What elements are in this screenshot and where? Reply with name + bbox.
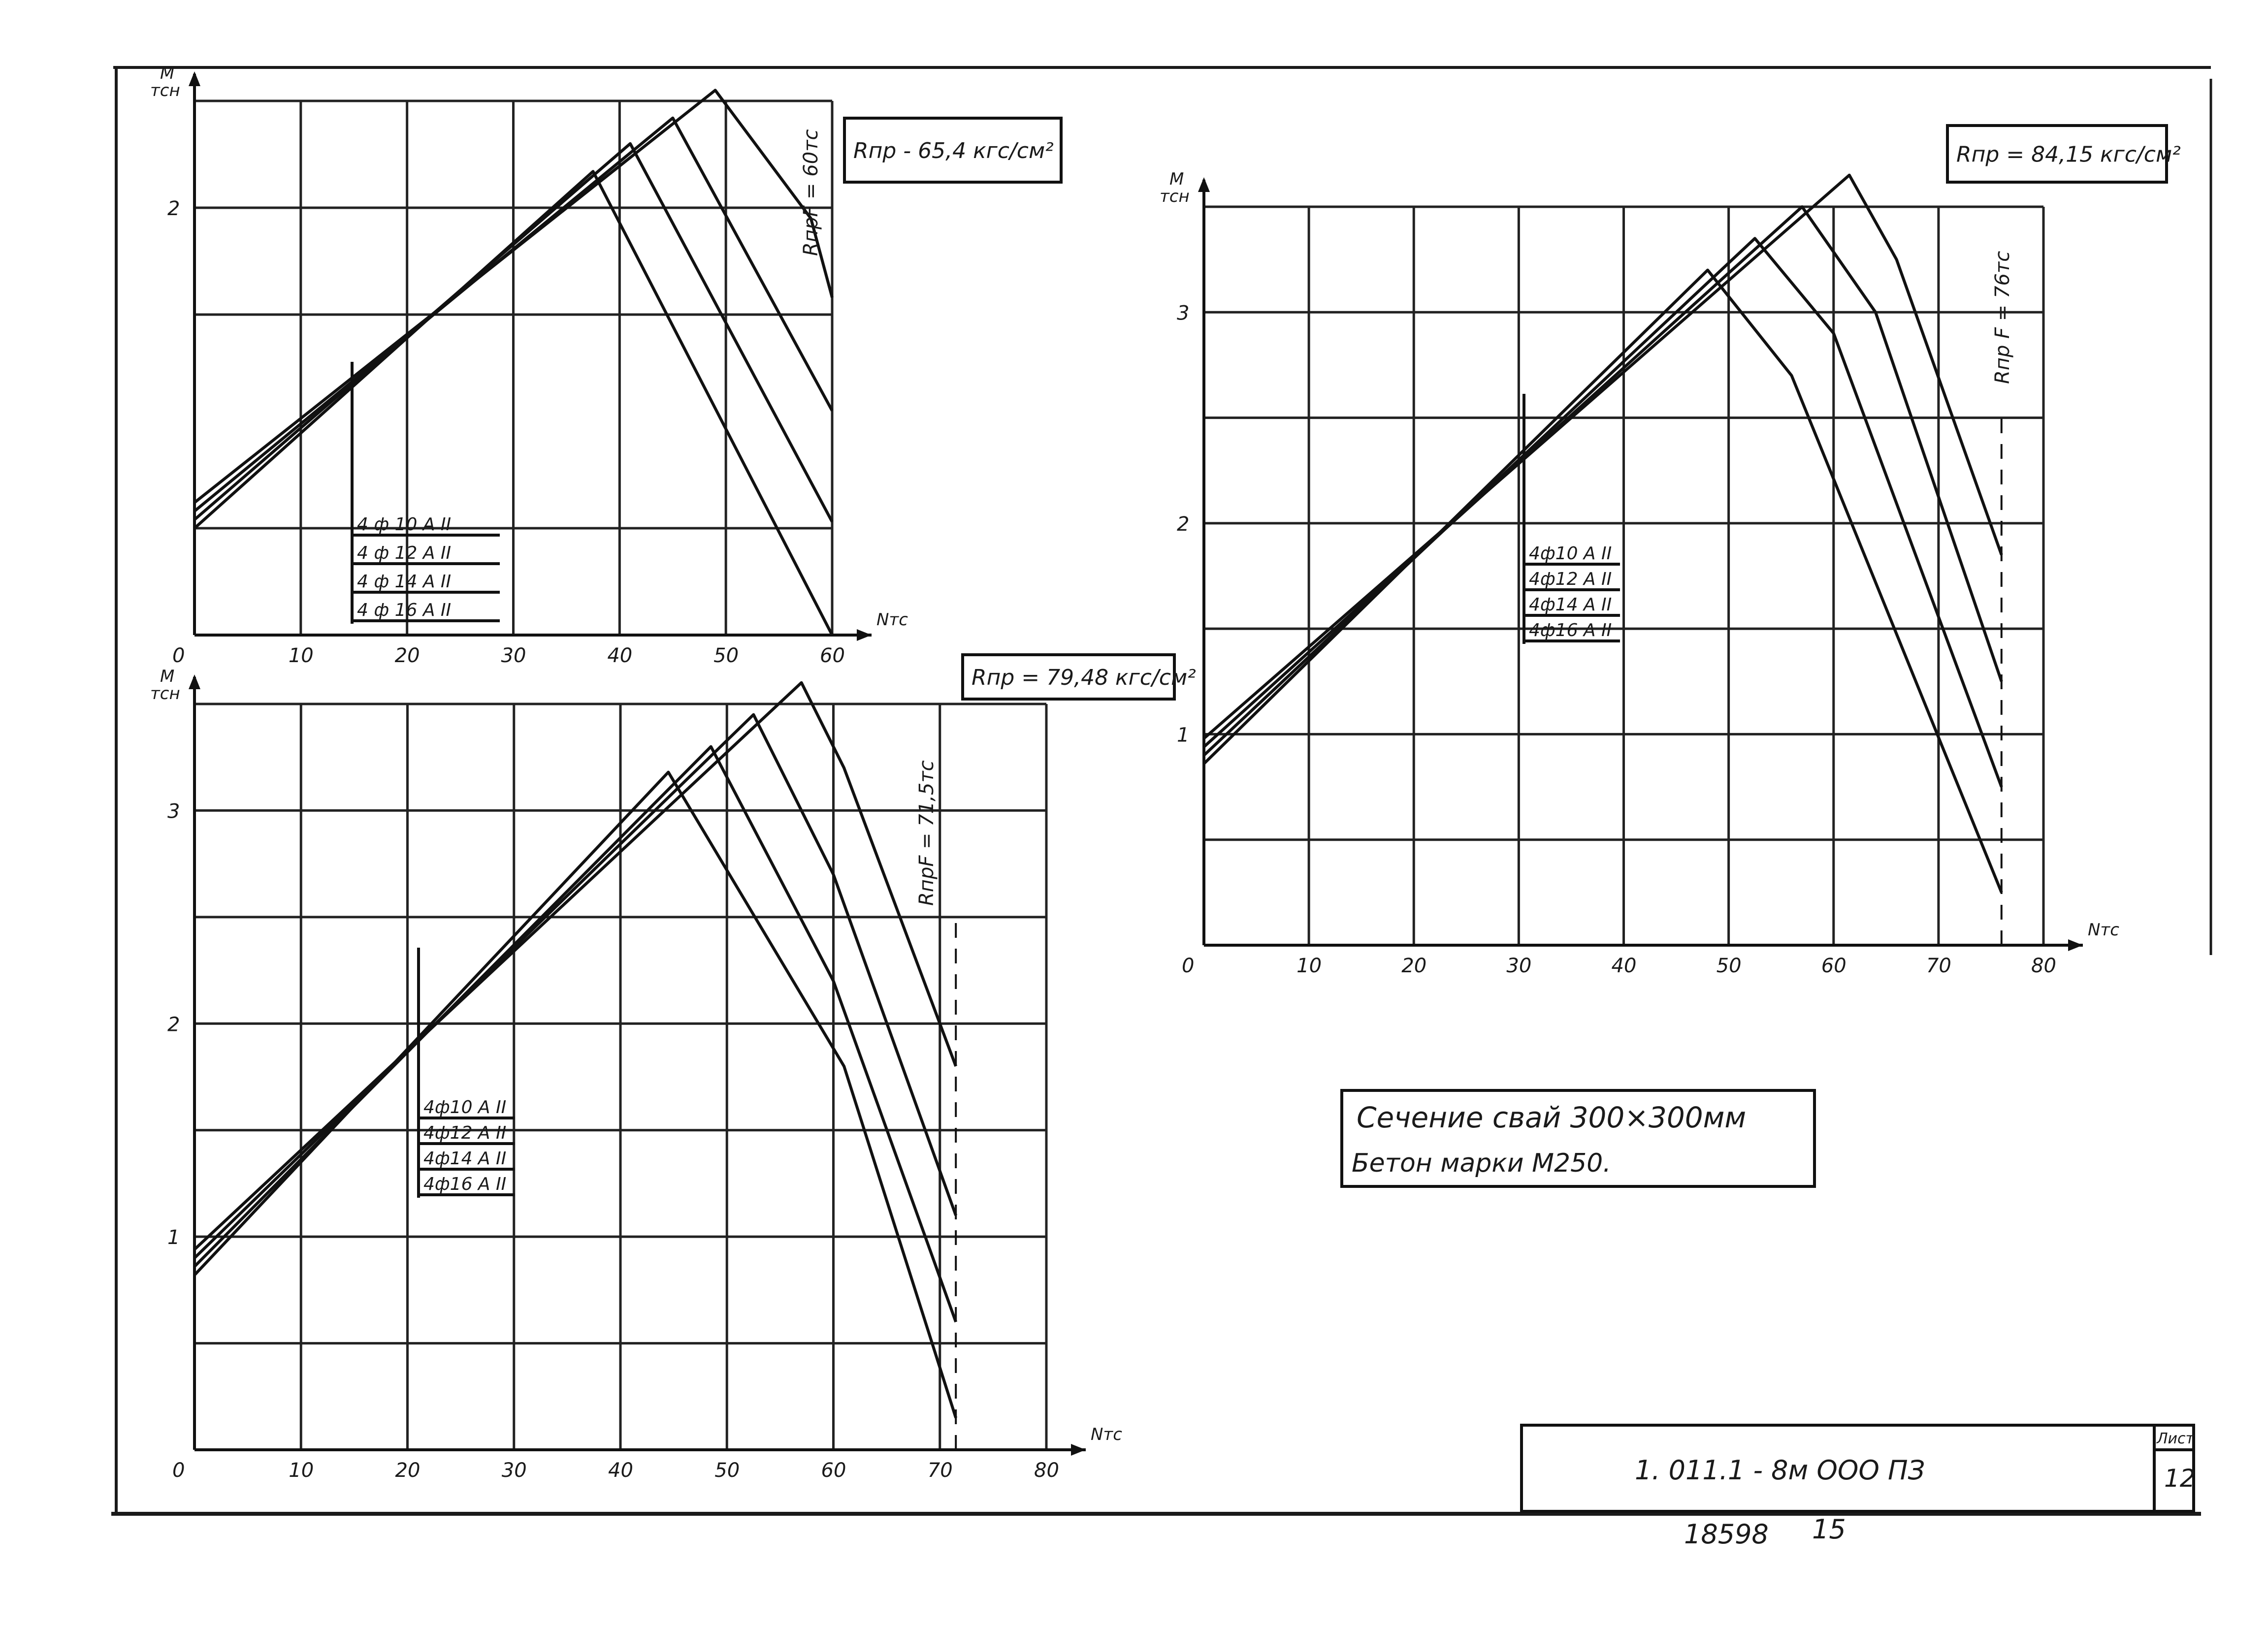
- x-axis-arrow: [1071, 1444, 1086, 1456]
- x-tick-label: 0: [1182, 955, 1195, 977]
- x-tick-label: 20: [394, 644, 420, 667]
- x-tick-label: 80: [1034, 1459, 1059, 1482]
- x-tick-label: 30: [501, 644, 526, 667]
- title-block-sheet-label: Лист: [2157, 1430, 2195, 1447]
- legend-entry: 4ф12 A II: [423, 1123, 507, 1143]
- x-axis-arrow: [857, 629, 872, 641]
- x-tick-label: 30: [1506, 955, 1532, 977]
- resistance-label: Rпр - 65,4 кгс/см²: [853, 138, 1054, 163]
- x-tick-label: 30: [501, 1459, 527, 1482]
- y-tick-label: 3: [1177, 302, 1190, 325]
- footer-page: 15: [1812, 1514, 1846, 1545]
- legend-entry: 4ф16 A II: [423, 1174, 507, 1194]
- y-axis-arrow: [189, 71, 200, 86]
- chart-bottom-left: [150, 655, 1196, 1482]
- title-block-sheet-number: 12: [2164, 1464, 2196, 1493]
- x-tick-label: 60: [1821, 955, 1847, 977]
- x-tick-label: 50: [714, 1459, 740, 1482]
- x-axis-label: Nтс: [876, 610, 908, 630]
- section-note-line2: Бетон марки М250.: [1352, 1149, 1611, 1178]
- y-axis-arrow: [189, 674, 200, 689]
- x-tick-label: 50: [713, 644, 739, 667]
- x-tick-label: 60: [820, 644, 845, 667]
- y-axis-label-m: M: [1169, 169, 1184, 189]
- series-line-3: [194, 715, 956, 1258]
- y-axis-label-m: M: [160, 667, 175, 686]
- x-axis-label: Nтс: [2088, 920, 2119, 940]
- y-tick-label: 2: [1177, 512, 1190, 536]
- x-tick-label: 10: [288, 644, 314, 667]
- limit-label: RпрF = 60тс: [800, 129, 822, 256]
- x-tick-label: 40: [1611, 955, 1637, 977]
- x-tick-label: 50: [1716, 955, 1742, 977]
- y-axis-arrow: [1198, 177, 1210, 192]
- y-tick-label: 2: [167, 197, 180, 220]
- legend-entry: 4ф14 A II: [1529, 595, 1612, 615]
- series-line-3: [1204, 207, 2002, 747]
- y-tick-label: 2: [167, 1013, 180, 1036]
- x-axis-label: Nтс: [1091, 1425, 1122, 1444]
- limit-label: Rпр F = 76тс: [1991, 251, 2014, 384]
- x-tick-label: 70: [1926, 955, 1951, 977]
- x-tick-label: 0: [172, 644, 185, 667]
- footer-number: 18598: [1684, 1519, 1769, 1550]
- x-tick-label: 20: [395, 1459, 421, 1482]
- limit-label: RпрF = 71,5тс: [915, 760, 938, 906]
- series-line-2: [1204, 238, 2002, 787]
- title-block-code: 1. 011.1 - 8м ООО ПЗ: [1635, 1455, 1925, 1486]
- legend-entry: 4 ф 10 A II: [357, 514, 452, 535]
- series-line-1: [194, 772, 956, 1418]
- legend-entry: 4ф16 A II: [1529, 620, 1612, 640]
- legend-entry: 4ф10 A II: [423, 1097, 507, 1117]
- y-axis-label-unit: тсн: [150, 684, 180, 703]
- x-tick-label: 10: [289, 1459, 314, 1482]
- legend-entry: 4 ф 12 A II: [357, 543, 452, 563]
- legend-entry: 4ф10 A II: [1529, 543, 1612, 564]
- chart-right: [1160, 126, 2181, 977]
- legend-entry: 4 ф 16 A II: [357, 600, 452, 620]
- x-axis-arrow: [2068, 939, 2083, 951]
- y-axis-label-unit: тсн: [150, 81, 180, 100]
- section-note: [1342, 1090, 1814, 1186]
- series-line-4: [194, 683, 956, 1249]
- y-tick-label: 1: [1177, 724, 1190, 747]
- x-tick-label: 0: [172, 1459, 185, 1482]
- x-tick-label: 40: [608, 1459, 633, 1482]
- x-tick-label: 60: [821, 1459, 846, 1482]
- series-line-4: [1204, 175, 2002, 738]
- x-tick-label: 70: [927, 1459, 953, 1482]
- y-tick-label: 1: [167, 1226, 180, 1249]
- x-tick-label: 10: [1296, 955, 1322, 977]
- chart-top-left: [150, 64, 1061, 667]
- y-tick-label: 3: [167, 800, 180, 823]
- y-axis-label-m: M: [160, 64, 175, 83]
- legend-entry: 4 ф 14 A II: [357, 572, 452, 592]
- legend-entry: 4ф12 A II: [1529, 569, 1612, 589]
- section-note-line1: Сечение свай 300×300мм: [1357, 1101, 1747, 1134]
- resistance-label: Rпр = 79,48 кгс/см²: [972, 665, 1196, 690]
- x-tick-label: 20: [1401, 955, 1427, 977]
- y-axis-label-unit: тсн: [1160, 187, 1190, 206]
- x-tick-label: 80: [2031, 955, 2056, 977]
- resistance-label: Rпр = 84,15 кгс/см²: [1956, 142, 2181, 167]
- x-tick-label: 40: [607, 644, 633, 667]
- legend-entry: 4ф14 A II: [423, 1149, 507, 1169]
- title-block: [1522, 1425, 2196, 1511]
